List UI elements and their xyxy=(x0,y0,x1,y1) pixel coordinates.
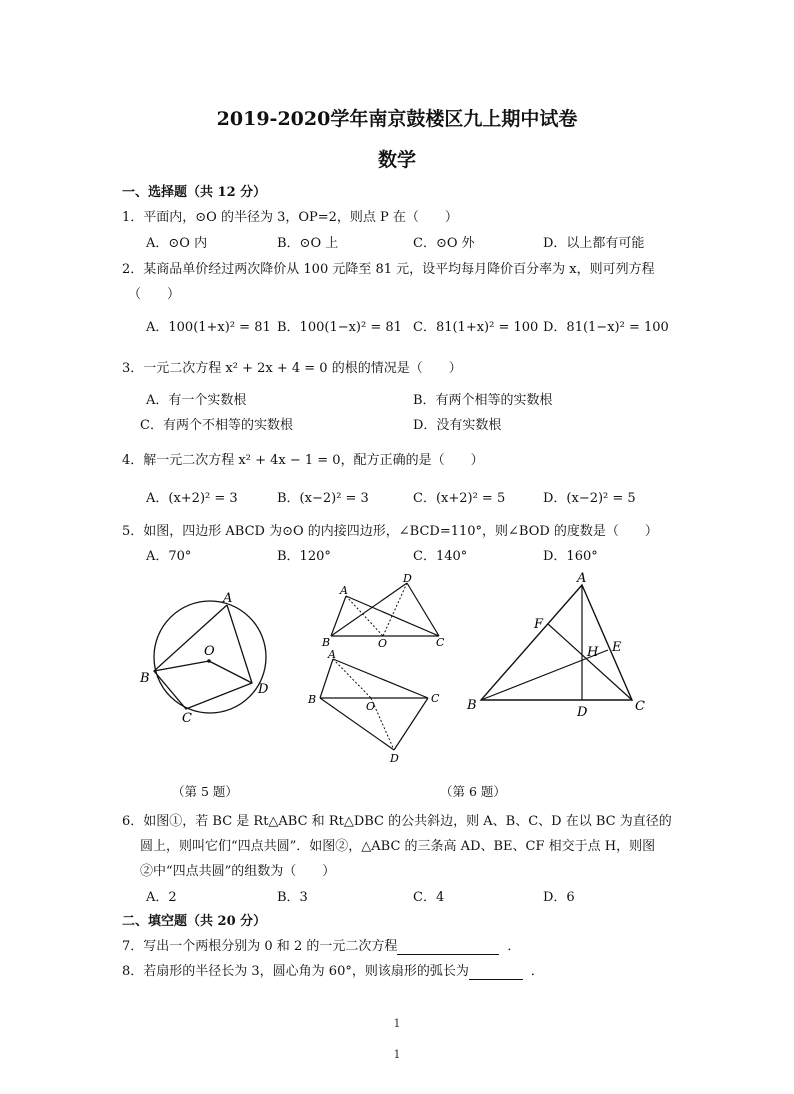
fig6c-label-c: C xyxy=(635,699,645,714)
q5-option-b: B．120° xyxy=(277,549,331,564)
section-heading-fill: 二、填空题（共 20 分） xyxy=(122,914,267,929)
fig5-label-a: A xyxy=(223,591,233,606)
figure-6-2-diagram xyxy=(460,570,660,720)
q6-option-d: D．6 xyxy=(543,890,575,905)
question-8 xyxy=(122,960,544,980)
fig6a-label-d: D xyxy=(403,572,412,585)
q3-option-b: B．有两个相等的实数根 xyxy=(413,393,553,408)
fig6a-label-a: A xyxy=(340,584,348,597)
fig6c-label-e: E xyxy=(612,640,622,655)
fig6b-label-c: C xyxy=(431,692,440,705)
question-8-text: 8．若扇形的半径长为 3，圆心角为 60°，则该扇形的弧长为 xyxy=(122,964,469,979)
question-5-text: 5．如图，四边形 ABCD 为⊙O 的内接四边形，∠BCD=110°，则∠BOD 的度数是（ ） xyxy=(122,524,658,539)
subject-title: 数学 xyxy=(377,149,416,171)
fig6b-label-d: D xyxy=(390,752,399,765)
q1-option-c: C．⊙O 外 xyxy=(413,236,475,251)
q2-option-b: B．100(1−x)² = 81 xyxy=(277,320,402,335)
q5-option-d: D．160° xyxy=(543,549,598,564)
question-6-line2: 圆上，则叫它们“四点共圆”．如图②，△ABC 的三条高 AD、BE、CF 相交于点 H，则图 xyxy=(140,839,656,854)
q4-option-d: D．(x−2)² = 5 xyxy=(543,491,636,506)
q1-option-a: A．⊙O 内 xyxy=(146,236,208,251)
question-7-end: ． xyxy=(507,939,521,954)
fig6b-label-o: O xyxy=(366,700,376,713)
fig5-label-d: D xyxy=(258,682,269,697)
question-1-text: 1．平面内，⊙O 的半径为 3，OP=2，则点 P 在（ ） xyxy=(122,210,458,225)
q4-option-b: B．(x−2)² = 3 xyxy=(277,491,369,506)
fig5-label-b: B xyxy=(140,671,150,686)
question-6-line3: ②中“四点共圆”的组数为（ ） xyxy=(140,864,336,879)
q6-option-b: B．3 xyxy=(277,890,308,905)
fig6c-label-a: A xyxy=(577,571,587,586)
q1-option-d: D．以上都有可能 xyxy=(543,236,645,251)
q4-option-c: C．(x+2)² = 5 xyxy=(413,491,506,506)
figure-5-caption: （第 5 题） xyxy=(172,784,238,799)
question-8-answer-blank[interactable] xyxy=(469,964,523,980)
question-4-text: 4．解一元二次方程 x² + 4x − 1 = 0，配方正确的是（ ） xyxy=(122,453,484,468)
question-2-text-line1: 2．某商品单价经过两次降价从 100 元降至 81 元，设平均每月降价百分率为 x，则可列方程 xyxy=(122,262,655,277)
fig6a-label-o: O xyxy=(378,637,388,650)
page-title: 2019-2020学年南京鼓楼区九上期中试卷 xyxy=(216,108,578,130)
q5-option-c: C．140° xyxy=(413,549,468,564)
figure-6-caption: （第 6 题） xyxy=(440,784,506,799)
q3-option-a: A．有一个实数根 xyxy=(146,393,247,408)
figure-6-1-top-diagram xyxy=(316,572,451,650)
q3-option-d: D．没有实数根 xyxy=(413,418,502,433)
page-number: 1 xyxy=(393,1017,401,1030)
page-number-secondary: 1 xyxy=(393,1048,401,1061)
fig6a-label-b: B xyxy=(322,636,331,649)
question-7 xyxy=(122,935,520,955)
question-8-end: ． xyxy=(530,964,544,979)
fig6c-label-d: D xyxy=(577,705,588,720)
question-6-line1: 6．如图①，若 BC 是 Rt△ABC 和 Rt△DBC 的公共斜边，则 A、B、C、D 在以 BC 为直径的 xyxy=(122,814,672,829)
q4-option-a: A．(x+2)² = 3 xyxy=(146,491,238,506)
q6-option-c: C．4 xyxy=(413,890,445,905)
fig5-label-o: O xyxy=(204,644,215,659)
fig6c-label-f: F xyxy=(534,617,544,632)
figure-6-1-bottom-diagram xyxy=(306,648,451,768)
q3-option-c: C．有两个不相等的实数根 xyxy=(140,418,293,433)
section-heading-choice: 一、选择题（共 12 分） xyxy=(122,185,267,200)
question-7-text: 7．写出一个两根分别为 0 和 2 的一元二次方程 xyxy=(122,939,398,954)
question-7-answer-blank[interactable] xyxy=(397,939,499,955)
q6-option-a: A．2 xyxy=(146,890,177,905)
figure-5-diagram xyxy=(130,585,290,725)
fig6b-label-b: B xyxy=(308,693,317,706)
fig5-label-c: C xyxy=(182,711,192,725)
fig6c-label-h: H xyxy=(587,645,599,660)
question-3-text: 3．一元二次方程 x² + 2x + 4 = 0 的根的情况是（ ） xyxy=(122,361,462,376)
fig6b-label-a: A xyxy=(328,648,336,661)
q2-option-d: D．81(1−x)² = 100 xyxy=(543,320,669,335)
fig6c-label-b: B xyxy=(467,698,477,713)
fig6a-label-c: C xyxy=(436,636,445,649)
q2-option-a: A．100(1+x)² = 81 xyxy=(146,320,271,335)
q2-option-c: C．81(1+x)² = 100 xyxy=(413,320,539,335)
question-2-text-line2: （ ） xyxy=(128,287,181,302)
q1-option-b: B．⊙O 上 xyxy=(277,236,339,251)
q5-option-a: A．70° xyxy=(146,549,192,564)
